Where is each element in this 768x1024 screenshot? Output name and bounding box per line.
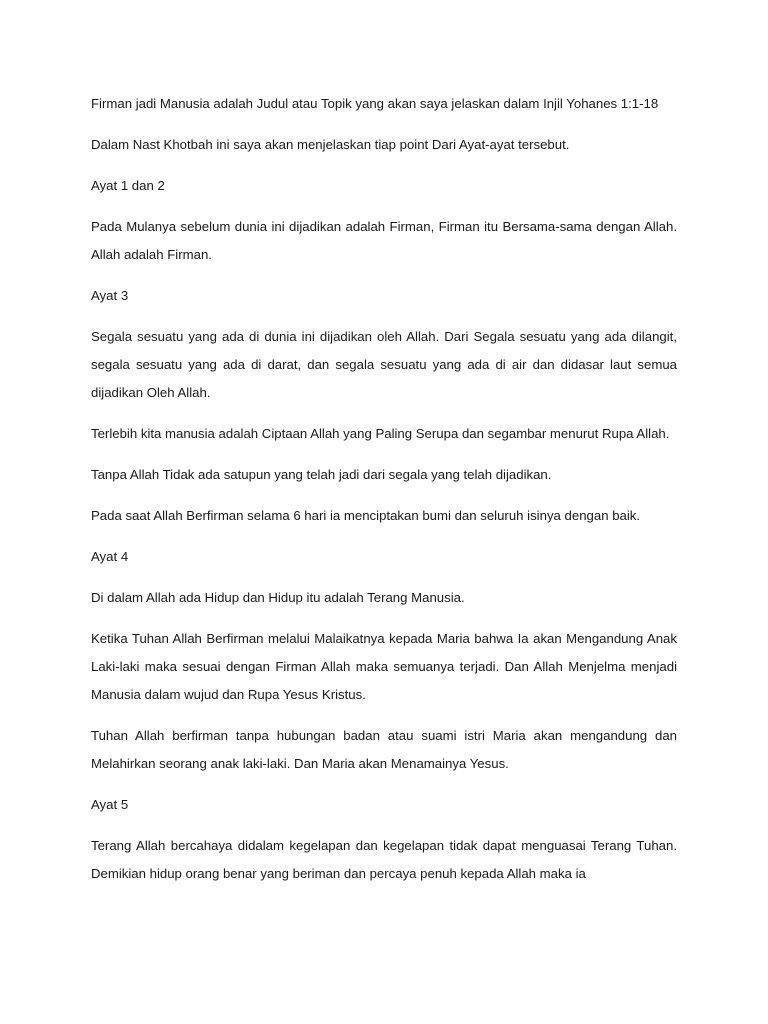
paragraph-ayat-3-b: Terlebih kita manusia adalah Ciptaan Allah yang Paling Serupa dan segambar menurut Rupa Allah.: [91, 426, 670, 441]
paragraph-intro-title: Firman jadi Manusia adalah Judul atau Topik yang akan saya jelaskan dalam Injil Yohanes 1:1-18: [91, 96, 659, 111]
paragraph-ayat-4-a: Di dalam Allah ada Hidup dan Hidup itu adalah Terang Manusia.: [91, 590, 465, 605]
paragraph-ayat-4-c: Tuhan Allah berfirman tanpa hubungan badan atau suami istri Maria akan mengandung dan Melahirkan seorang anak laki-laki. Dan Maria akan Menamainya Yesus.: [91, 728, 677, 771]
document-body: [91, 90, 677, 901]
paragraph-ayat-3-d: Pada saat Allah Berfirman selama 6 hari ia menciptakan bumi dan seluruh isinya dengan baik.: [91, 508, 641, 523]
paragraph-ayat-1-2: Pada Mulanya sebelum dunia ini dijadikan adalah Firman, Firman itu Bersama-sama dengan Allah. Allah adalah Firman.: [91, 219, 677, 262]
paragraph-ayat-3-a: Segala sesuatu yang ada di dunia ini dijadikan oleh Allah. Dari Segala sesuatu yang ada dilangit, segala sesuatu yang ada di darat, dan segala sesuatu yang ada di air dan didasar laut semua dijadikan Oleh Allah.: [91, 329, 677, 400]
paragraph-ayat-5: Terang Allah bercahaya didalam kegelapan dan kegelapan tidak dapat menguasai Terang Tuhan. Demikian hidup orang benar yang beriman dan percaya penuh kepada Allah maka ia: [91, 838, 677, 881]
paragraph-ayat-3-c: Tanpa Allah Tidak ada satupun yang telah jadi dari segala yang telah dijadikan.: [91, 467, 552, 482]
heading-ayat-1-2: Ayat 1 dan 2: [91, 178, 165, 193]
heading-ayat-4: Ayat 4: [91, 549, 129, 564]
paragraph-ayat-4-b: Ketika Tuhan Allah Berfirman melalui Malaikatnya kepada Maria bahwa Ia akan Mengandung Anak Laki-laki maka sesuai dengan Firman Allah maka semuanya terjadi. Dan Allah Menjelma menjadi Manusia dalam wujud dan Rupa Yesus Kristus.: [91, 631, 677, 702]
paragraph-intro-purpose: Dalam Nast Khotbah ini saya akan menjelaskan tiap point Dari Ayat-ayat tersebut.: [91, 137, 570, 152]
heading-ayat-5: Ayat 5: [91, 797, 129, 812]
heading-ayat-3: Ayat 3: [91, 288, 129, 303]
